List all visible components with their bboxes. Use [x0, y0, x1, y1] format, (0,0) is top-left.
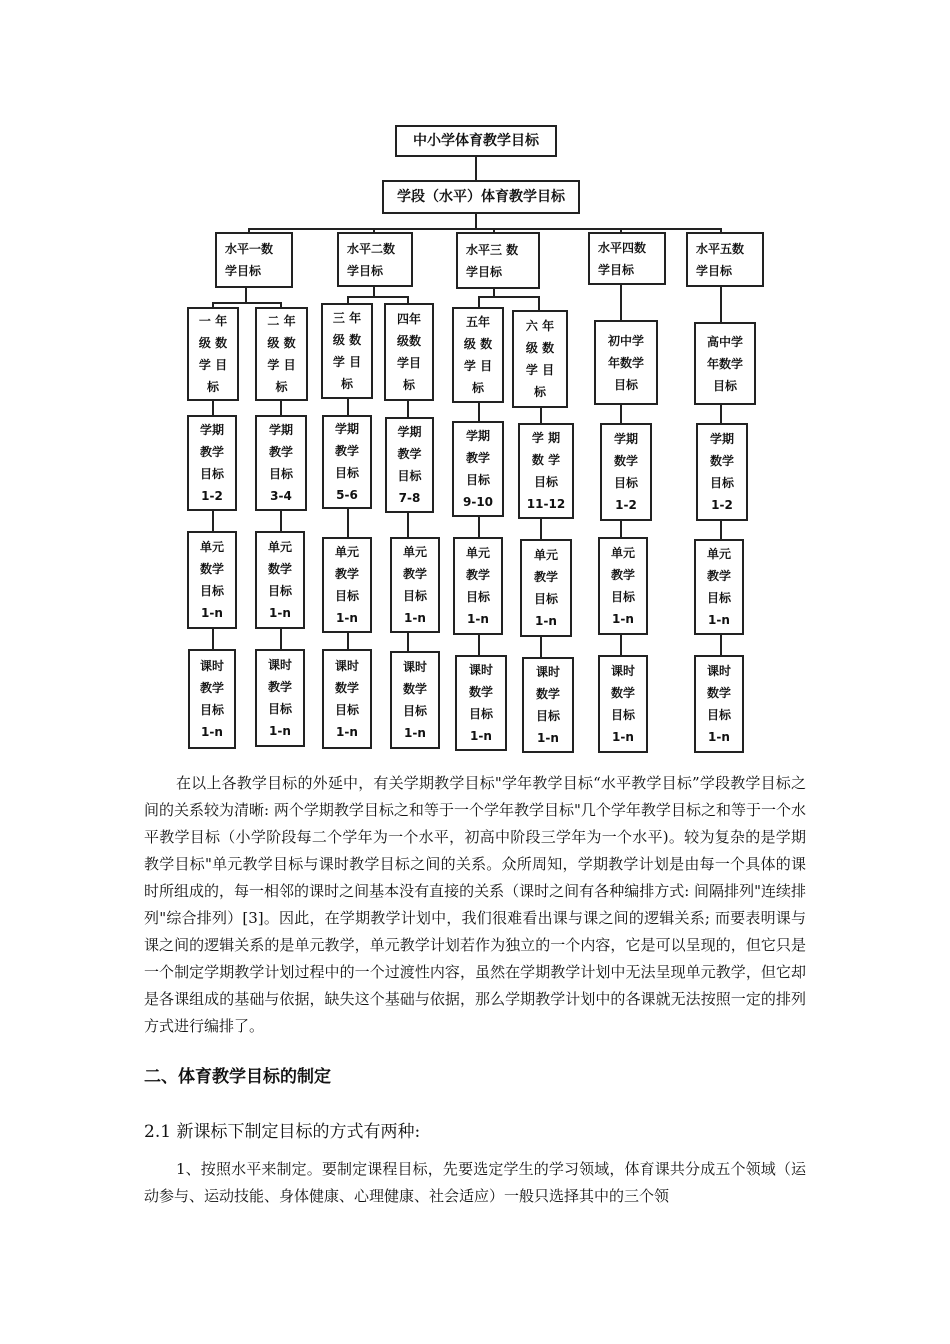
section-heading: 二、体育教学目标的制定 — [144, 1067, 331, 1087]
lesson-goal-box: 课时 教学 目标 1-n — [255, 649, 305, 747]
term-goal-box: 学期 数学 目标 1-2 — [696, 423, 748, 521]
grade-goal-box: 五年 级 数 学 目 标 — [452, 307, 504, 403]
lesson-goal-box: 课时 数学 目标 1-n — [598, 655, 648, 753]
connector — [478, 634, 480, 656]
unit-goal-box: 单元 教学 目标 1-n — [694, 539, 744, 635]
connector — [407, 400, 409, 418]
term-goal-box: 学期 教学 目标 7-8 — [385, 417, 434, 513]
connector — [720, 520, 722, 540]
connector — [540, 518, 542, 540]
connector — [478, 296, 540, 298]
connector — [540, 636, 542, 658]
connector — [347, 508, 349, 538]
grade-goal-box: 一 年 级 数 学 目 标 — [187, 307, 239, 401]
connector — [620, 283, 622, 321]
unit-goal-box: 单元 教学 目标 1-n — [598, 537, 648, 635]
connector — [620, 634, 622, 656]
lesson-goal-box: 课时 教学 目标 1-n — [188, 649, 236, 749]
connector — [212, 302, 282, 304]
unit-goal-box: 单元 数学 目标 1-n — [187, 531, 237, 629]
connector — [407, 632, 409, 652]
connector — [720, 404, 722, 424]
connector — [280, 400, 282, 416]
grade-goal-box: 二 年 级 数 学 目 标 — [255, 307, 308, 401]
connector — [720, 285, 722, 323]
level-goal-box: 水平五数 学目标 — [686, 232, 764, 287]
connector — [407, 512, 409, 538]
term-goal-box: 学期 教学 目标 9-10 — [452, 421, 504, 517]
connector — [248, 228, 722, 230]
connector — [212, 400, 214, 416]
connector — [475, 155, 477, 181]
connector — [212, 510, 214, 532]
connector — [620, 520, 622, 538]
connector — [540, 408, 542, 424]
subsection-heading: 2.1 新课标下制定目标的方式有两种: — [144, 1122, 421, 1142]
connector — [245, 286, 247, 303]
term-goal-box: 学期 教学 目标 5-6 — [322, 415, 372, 509]
grade-goal-box: 三 年 级 数 学 目 标 — [321, 303, 373, 399]
term-goal-box: 学期 数学 目标 1-2 — [600, 423, 652, 521]
body-paragraph: 在以上各教学目标的外延中，有关学期教学目标"学年教学目标“水平教学目标”学段教学目标之间的关系较为清晰: 两个学期教学目标之和等于一个学年教学目标"几个学年教学目标之和等于一个水平教学目标（小学阶段每二个学年为一个水平，初高中阶段三学年为一个水平)。较为复杂的是学期教学目标"单元教学目标与课时教学目标之间的关系。众所周知，学期教学计划是由每一个具体的课时所组成的，每一相邻的课时之间基本没有直接的关系（课时之间有各种编排方式: 间隔排列"连续排列"综合排列）[3]。因此，在学期教学计划中，我们很难看出课与课之间的逻辑关系; 而要表明课与课之间的逻辑关系的是单元教学，单元教学计划若作为独立的一个内容，它是可以呈现的，但它只是一个制定学期教学计划过程中的一个过渡性内容，虽然在学期教学计划中无法呈现单元教学，但它却是各课组成的基础与依据，缺失这个基础与依据，那么学期教学计划中的各课就无法按照一定的排列方式进行编排了。 — [144, 774, 806, 1035]
connector — [347, 296, 409, 298]
grade-goal-box: 高中学 年数学 目标 — [694, 322, 756, 405]
level-goal-box: 水平三 数 学目标 — [456, 232, 540, 289]
root-goal-box: 中小学体育教学目标 — [395, 125, 557, 157]
grade-goal-box: 初中学 年数学 目标 — [594, 320, 658, 405]
unit-goal-box: 单元 数学 目标 1-n — [255, 531, 305, 629]
lesson-goal-box: 课时 数学 目标 1-n — [694, 655, 744, 753]
term-goal-box: 学期 教学 目标 3-4 — [255, 415, 307, 511]
grade-goal-box: 六 年 级 数 学 目 标 — [512, 310, 568, 408]
connector — [212, 628, 214, 650]
term-goal-box: 学 期 数 学 目标 11-12 — [518, 423, 574, 519]
connector — [475, 212, 477, 228]
stage-goal-box: 学段（水平）体育教学目标 — [382, 180, 580, 214]
connector — [538, 296, 540, 311]
lesson-goal-box: 课时 数学 目标 1-n — [455, 655, 507, 751]
lesson-goal-box: 课时 数学 目标 1-n — [522, 657, 574, 753]
unit-goal-box: 单元 教学 目标 1-n — [390, 537, 440, 633]
connector — [347, 398, 349, 416]
connector — [478, 402, 480, 422]
connector — [280, 510, 282, 532]
connector — [478, 516, 480, 538]
level-goal-box: 水平一数 学目标 — [215, 232, 293, 288]
unit-goal-box: 单元 教学 目标 1-n — [453, 537, 503, 635]
connector — [620, 404, 622, 424]
unit-goal-box: 单元 教学 目标 1-n — [520, 539, 572, 637]
level-goal-box: 水平二数 学目标 — [337, 232, 413, 287]
level-goal-box: 水平四数 学目标 — [588, 232, 666, 285]
connector — [720, 634, 722, 656]
grade-goal-box: 四年 级数 学目 标 — [384, 303, 434, 401]
connector — [347, 632, 349, 650]
connector — [280, 628, 282, 650]
lesson-goal-box: 课时 数学 目标 1-n — [322, 649, 372, 749]
term-goal-box: 学期 教学 目标 1-2 — [187, 415, 237, 511]
body-paragraph: 1、按照水平来制定。要制定课程目标，先要选定学生的学习领域，体育课共分成五个领域（运动参与、运动技能、身体健康、心理健康、社会适应）一般只选择其中的三个领 — [144, 1160, 806, 1205]
unit-goal-box: 单元 教学 目标 1-n — [322, 537, 372, 633]
lesson-goal-box: 课时 数学 目标 1-n — [390, 651, 440, 749]
